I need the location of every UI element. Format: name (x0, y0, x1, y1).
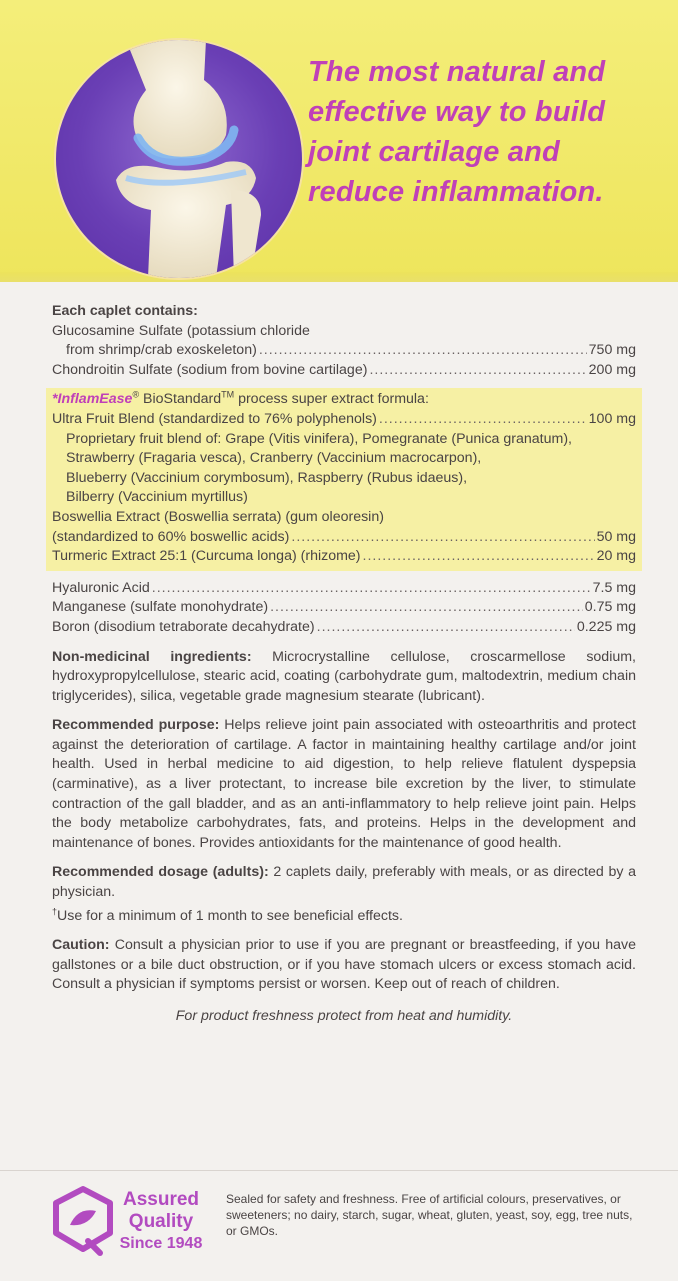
biostandard: BioStandard (139, 391, 222, 408)
headline (308, 52, 658, 212)
ingredient-name: from shrimp/crab exoskeleton) (66, 342, 257, 359)
ingredient-row (52, 322, 636, 342)
caplet-heading: Each caplet contains: (52, 303, 198, 319)
footer (0, 1170, 678, 1281)
ingredient-amount: 100 mg (588, 410, 636, 427)
non-medicinal-ingredients (52, 648, 636, 707)
assured-quality-text (116, 1189, 206, 1255)
ingredient-amount: 50 mg (596, 528, 636, 545)
caution-text: Consult a physician prior to use if you are pregnant or breastfeeding, if you have gallstones or a bile duct obstruction, or if you have stomach ulcers or excess stomach acid. Consult a physician if symptoms persist or worsen. Keep out of reach of children. (52, 937, 636, 993)
leader-dots (379, 410, 587, 430)
ingredient-amount: 750 mg (588, 342, 636, 359)
label-content (52, 302, 636, 1027)
sealed-statement: Sealed for safety and freshness. Free of artificial colours, preservatives, or sweeteners; no dairy, starch, sugar, wheat, gluten, yeast, soy, egg, tree nuts, or GMOs. (226, 1192, 633, 1238)
headline-line-2: effective way to build (308, 96, 606, 128)
assured-quality-logo (48, 1185, 118, 1257)
knee-joint-illustration (54, 38, 304, 280)
caution-label: Caution: (52, 937, 110, 954)
ingredient-name: Chondroitin Sulfate (sodium from bovine cartilage) (52, 361, 368, 378)
ingredient-name: Boron (disodium tetraborate decahydrate) (52, 618, 315, 635)
recommended-purpose (52, 716, 636, 853)
fruit-blend-line: Bilberry (Vaccinium myrtillus) (66, 489, 248, 506)
leader-dots (152, 579, 591, 599)
ingredient-row (52, 341, 636, 361)
assured-line: Assured (122, 1189, 200, 1210)
freshness-note: For product freshness protect from heat and humidity. (175, 1008, 513, 1024)
brand-name: InflamEase (57, 391, 133, 408)
ingredient-name: Hyaluronic Acid (52, 579, 150, 596)
leader-dots (270, 598, 583, 618)
ingredient-row (52, 528, 636, 548)
boswellia-line: Boswellia Extract (Boswellia serrata) (gum oleoresin) (52, 508, 384, 525)
leader-dots (363, 547, 595, 567)
dagger-mark: † (52, 905, 58, 916)
leader-dots (317, 618, 575, 638)
formula-description: process super extract formula: (234, 391, 429, 408)
dosage-text: 2 caplets daily, preferably with meals, or as directed by a physician. (52, 864, 636, 901)
ingredient-row (52, 598, 636, 618)
ingredient-name: Turmeric Extract 25:1 (Curcuma longa) (rhizome) (52, 548, 361, 565)
ingredient-name: Glucosamine Sulfate (potassium chloride (52, 322, 310, 339)
leader-dots (259, 341, 587, 361)
caution (52, 936, 636, 995)
ingredient-amount: 0.75 mg (584, 599, 636, 616)
ingredient-amount: 0.225 mg (576, 618, 636, 635)
recommended-dosage (52, 863, 636, 902)
asterisk: * (52, 391, 58, 408)
ingredient-amount: 7.5 mg (592, 579, 636, 596)
purpose-text: Helps relieve joint pain associated with osteoarthritis and protect against the deterioration of cartilage. A factor in maintaining healthy cartilage and/or joint health. Used in herbal medicine to aid digestion, to help relieve flatulent dyspepsia (carminative), as a liver protectant, to increase bile excretion by the liver, to stimulate contraction of the gall bladder, and as an anti-inflammatory to help relieve joint pain. Helps the body metabolize carbohydrates, fats, and proteins. Helps in the development and maintenance of bones. Provides antioxidants for the maintenance of good health. (52, 717, 636, 851)
ingredient-row (52, 547, 636, 567)
ingredient-row (52, 579, 636, 599)
headline-line-3: joint cartilage and (308, 136, 560, 168)
ingredient-name: (standardized to 60% boswellic acids) (52, 528, 290, 545)
ingredient-row (52, 618, 636, 638)
headline-line-4: reduce inflammation. (308, 176, 604, 208)
dosage-note (52, 907, 636, 927)
ingredient-name: Manganese (sulfate monohydrate) (52, 599, 269, 616)
inflamease-box (46, 388, 642, 570)
registered-mark: ® (132, 389, 140, 400)
ingredient-name: Ultra Fruit Blend (standardized to 76% polyphenols) (52, 410, 377, 427)
non-medicinal-text: Microcrystalline cellulose, croscarmellose sodium, hydroxypropylcellulose, stearic acid, coating (carbohydrate gum, maltodextrin, medium chain triglycerides), silica, vegetable grade magnesium stearate (lubricant). (52, 648, 636, 704)
fruit-blend-line: Blueberry (Vaccinium corymbosum), Raspberry (Rubus idaeus), (66, 469, 468, 486)
purpose-label: Recommended purpose: (52, 717, 220, 734)
inflamease-heading (52, 390, 636, 410)
ingredient-row (52, 410, 636, 430)
dosage-label: Recommended dosage (adults): (52, 864, 269, 881)
leader-dots (291, 528, 594, 548)
leader-dots (369, 361, 586, 381)
trademark: TM (221, 389, 235, 400)
fruit-blend-line: Strawberry (Fragaria vesca), Cranberry (Vaccinium macrocarpon), (66, 450, 482, 467)
since-line: Since 1948 (119, 1235, 203, 1252)
non-medicinal-label: Non-medicinal ingredients: (52, 648, 252, 665)
ingredient-amount: 20 mg (596, 548, 636, 565)
headline-line-1: The most natural and (308, 56, 606, 88)
ingredient-amount: 200 mg (588, 361, 636, 378)
dosage-note-text: Use for a minimum of 1 month to see beneficial effects. (57, 907, 403, 924)
ingredient-row (52, 361, 636, 381)
quality-line: Quality (128, 1211, 194, 1232)
fruit-blend-line: Proprietary fruit blend of: Grape (Vitis vinifera), Pomegranate (Punica granatum), (66, 430, 572, 447)
